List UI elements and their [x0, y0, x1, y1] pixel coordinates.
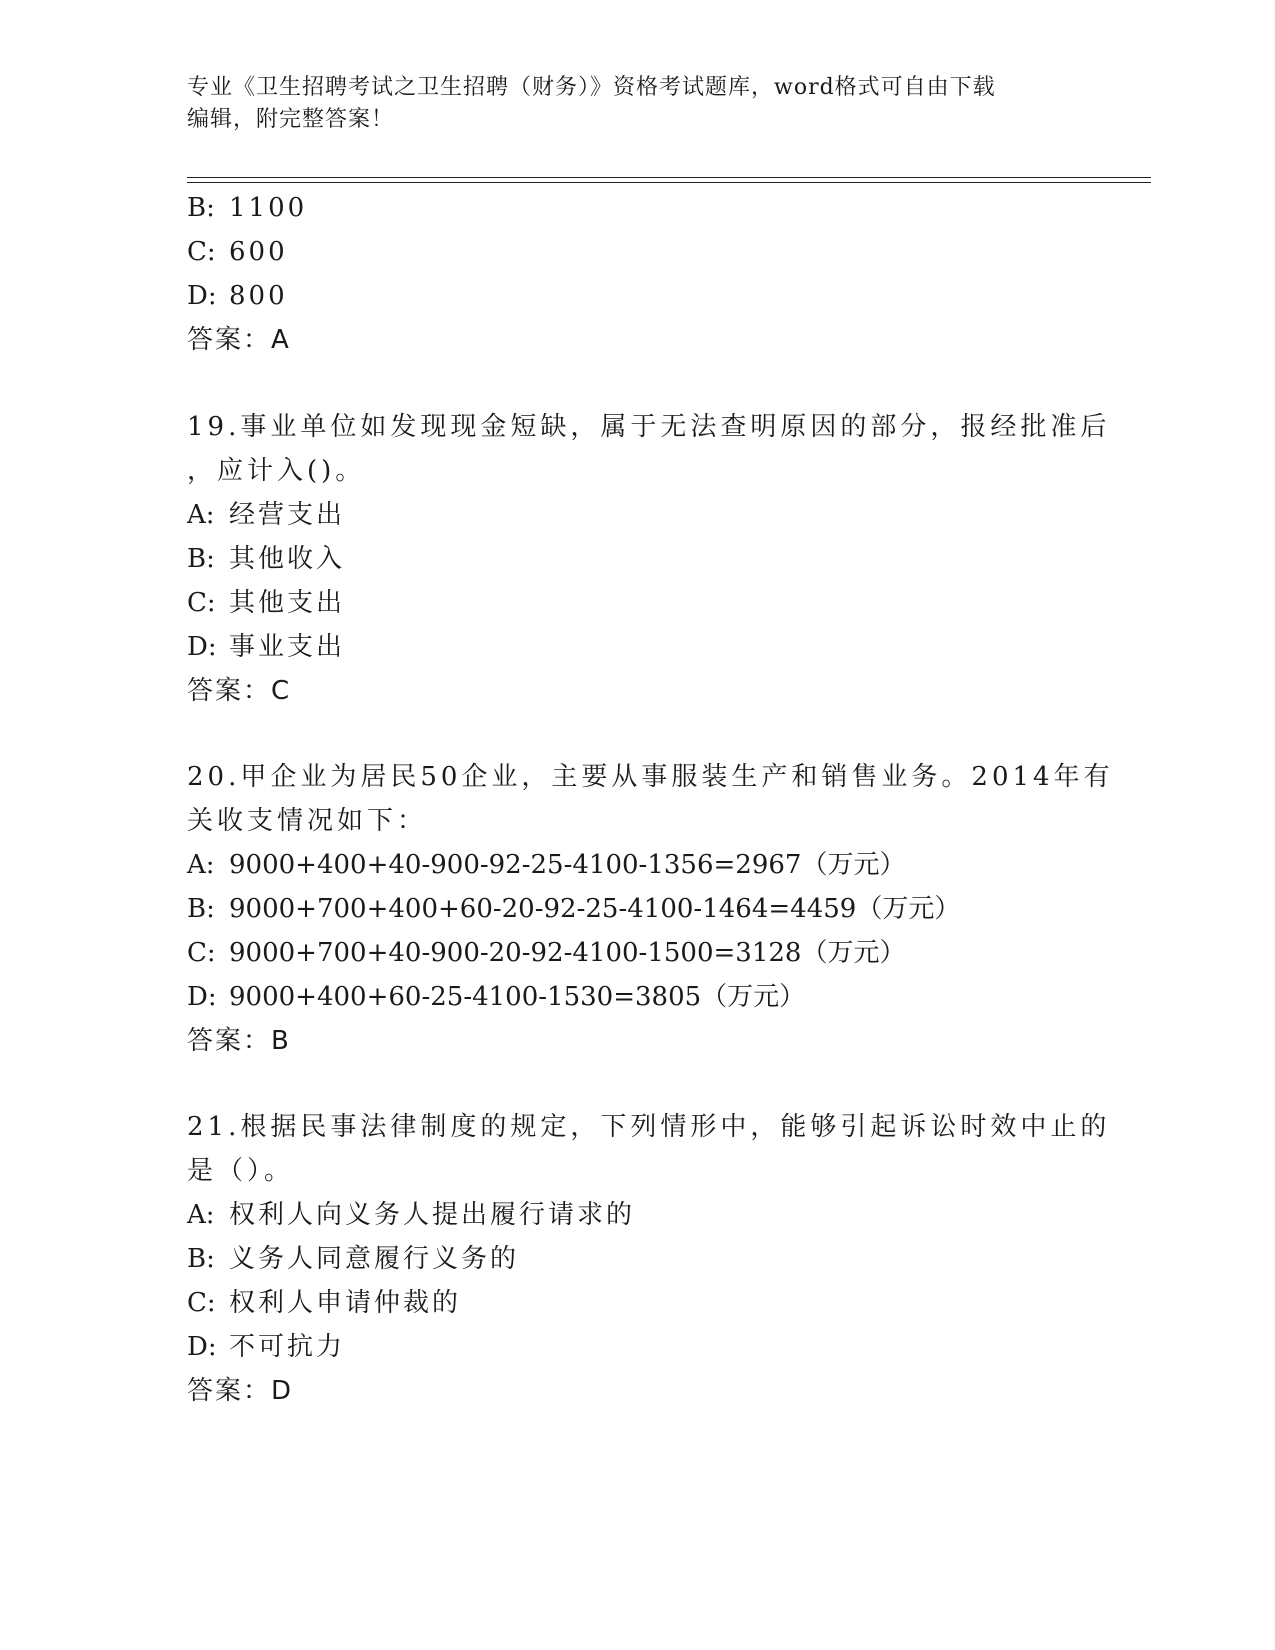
- option-text: 9000+700+400+60-20-92-25-4100-1464=4459（万元）: [229, 894, 961, 924]
- question-20-line-1: 20.甲企业为居民50企业，主要从事服装生产和销售业务。2014年有: [187, 762, 1114, 792]
- option-19-a: [187, 497, 345, 533]
- option-text: 1100: [229, 193, 308, 223]
- question-19-line-1: 19.事业单位如发现现金短缺，属于无法查明原因的部分，报经批准后: [187, 412, 1111, 442]
- option-label: C:: [187, 938, 216, 968]
- option-label: A:: [187, 1200, 215, 1230]
- header-rule-bottom: [187, 182, 1151, 183]
- option-text: 义务人同意履行义务的: [229, 1244, 520, 1274]
- answer-19: [187, 673, 289, 709]
- option-label: A:: [187, 850, 215, 880]
- option-text: 事业支出: [229, 632, 346, 662]
- option-label: C:: [187, 1288, 216, 1318]
- option-19-b: [187, 541, 345, 577]
- answer-value: B: [271, 1026, 289, 1056]
- option-prev-c: [187, 234, 288, 270]
- question-21-line-1: 21.根据民事法律制度的规定，下列情形中，能够引起诉讼时效中止的: [187, 1112, 1111, 1142]
- option-label: D:: [187, 1332, 217, 1362]
- option-21-b: [187, 1241, 519, 1277]
- option-19-d: [187, 629, 345, 665]
- option-prev-b: [187, 190, 307, 226]
- answer-20: [187, 1023, 289, 1059]
- answer-label: 答案：: [187, 676, 272, 706]
- option-label: D:: [187, 632, 217, 662]
- option-text: 9000+400+60-25-4100-1530=3805（万元）: [229, 982, 806, 1012]
- option-text: 800: [229, 281, 288, 311]
- option-text: 其他收入: [229, 544, 346, 574]
- option-label: B:: [187, 544, 215, 574]
- header-line-2: 编辑，附完整答案！: [187, 107, 395, 132]
- option-text: 经营支出: [229, 500, 346, 530]
- option-text: 9000+700+40-900-20-92-4100-1500=3128（万元）: [229, 938, 906, 968]
- option-20-d: [187, 979, 805, 1015]
- option-label: C:: [187, 588, 216, 618]
- option-text: 权利人申请仲裁的: [229, 1288, 462, 1318]
- option-text: 600: [229, 237, 288, 267]
- answer-label: 答案：: [187, 1376, 272, 1406]
- option-20-c: [187, 935, 905, 971]
- option-text: 权利人向义务人提出履行请求的: [229, 1200, 636, 1230]
- option-19-c: [187, 585, 345, 621]
- option-label: A:: [187, 500, 215, 530]
- question-21-line-2: 是（）。: [187, 1156, 295, 1186]
- answer-prev: [187, 322, 289, 358]
- question-20-line-2: 关收支情况如下：: [187, 806, 428, 836]
- document-header: [187, 72, 1087, 136]
- answer-value: D: [271, 1376, 292, 1406]
- option-label: B:: [187, 1244, 215, 1274]
- option-20-a: [187, 847, 905, 883]
- option-21-c: [187, 1285, 461, 1321]
- option-label: D:: [187, 281, 217, 311]
- option-text: 其他支出: [229, 588, 346, 618]
- option-21-a: [187, 1197, 635, 1233]
- option-text: 不可抗力: [229, 1332, 346, 1362]
- option-label: B:: [187, 894, 215, 924]
- option-label: D:: [187, 982, 217, 1012]
- option-21-d: [187, 1329, 345, 1365]
- header-line-1: 专业《卫生招聘考试之卫生招聘（财务）》资格考试题库，word格式可自由下载: [187, 75, 996, 100]
- option-prev-d: [187, 278, 288, 314]
- answer-21: [187, 1373, 291, 1409]
- option-20-b: [187, 891, 960, 927]
- question-19-line-2: ，应计入()。: [187, 456, 366, 486]
- answer-value: A: [271, 325, 289, 355]
- answer-label: 答案：: [187, 325, 272, 355]
- answer-value: C: [271, 676, 290, 706]
- option-label: B:: [187, 193, 215, 223]
- option-label: C:: [187, 237, 216, 267]
- option-text: 9000+400+40-900-92-25-4100-1356=2967（万元）: [229, 850, 906, 880]
- header-rule-top: [187, 177, 1151, 178]
- answer-label: 答案：: [187, 1026, 272, 1056]
